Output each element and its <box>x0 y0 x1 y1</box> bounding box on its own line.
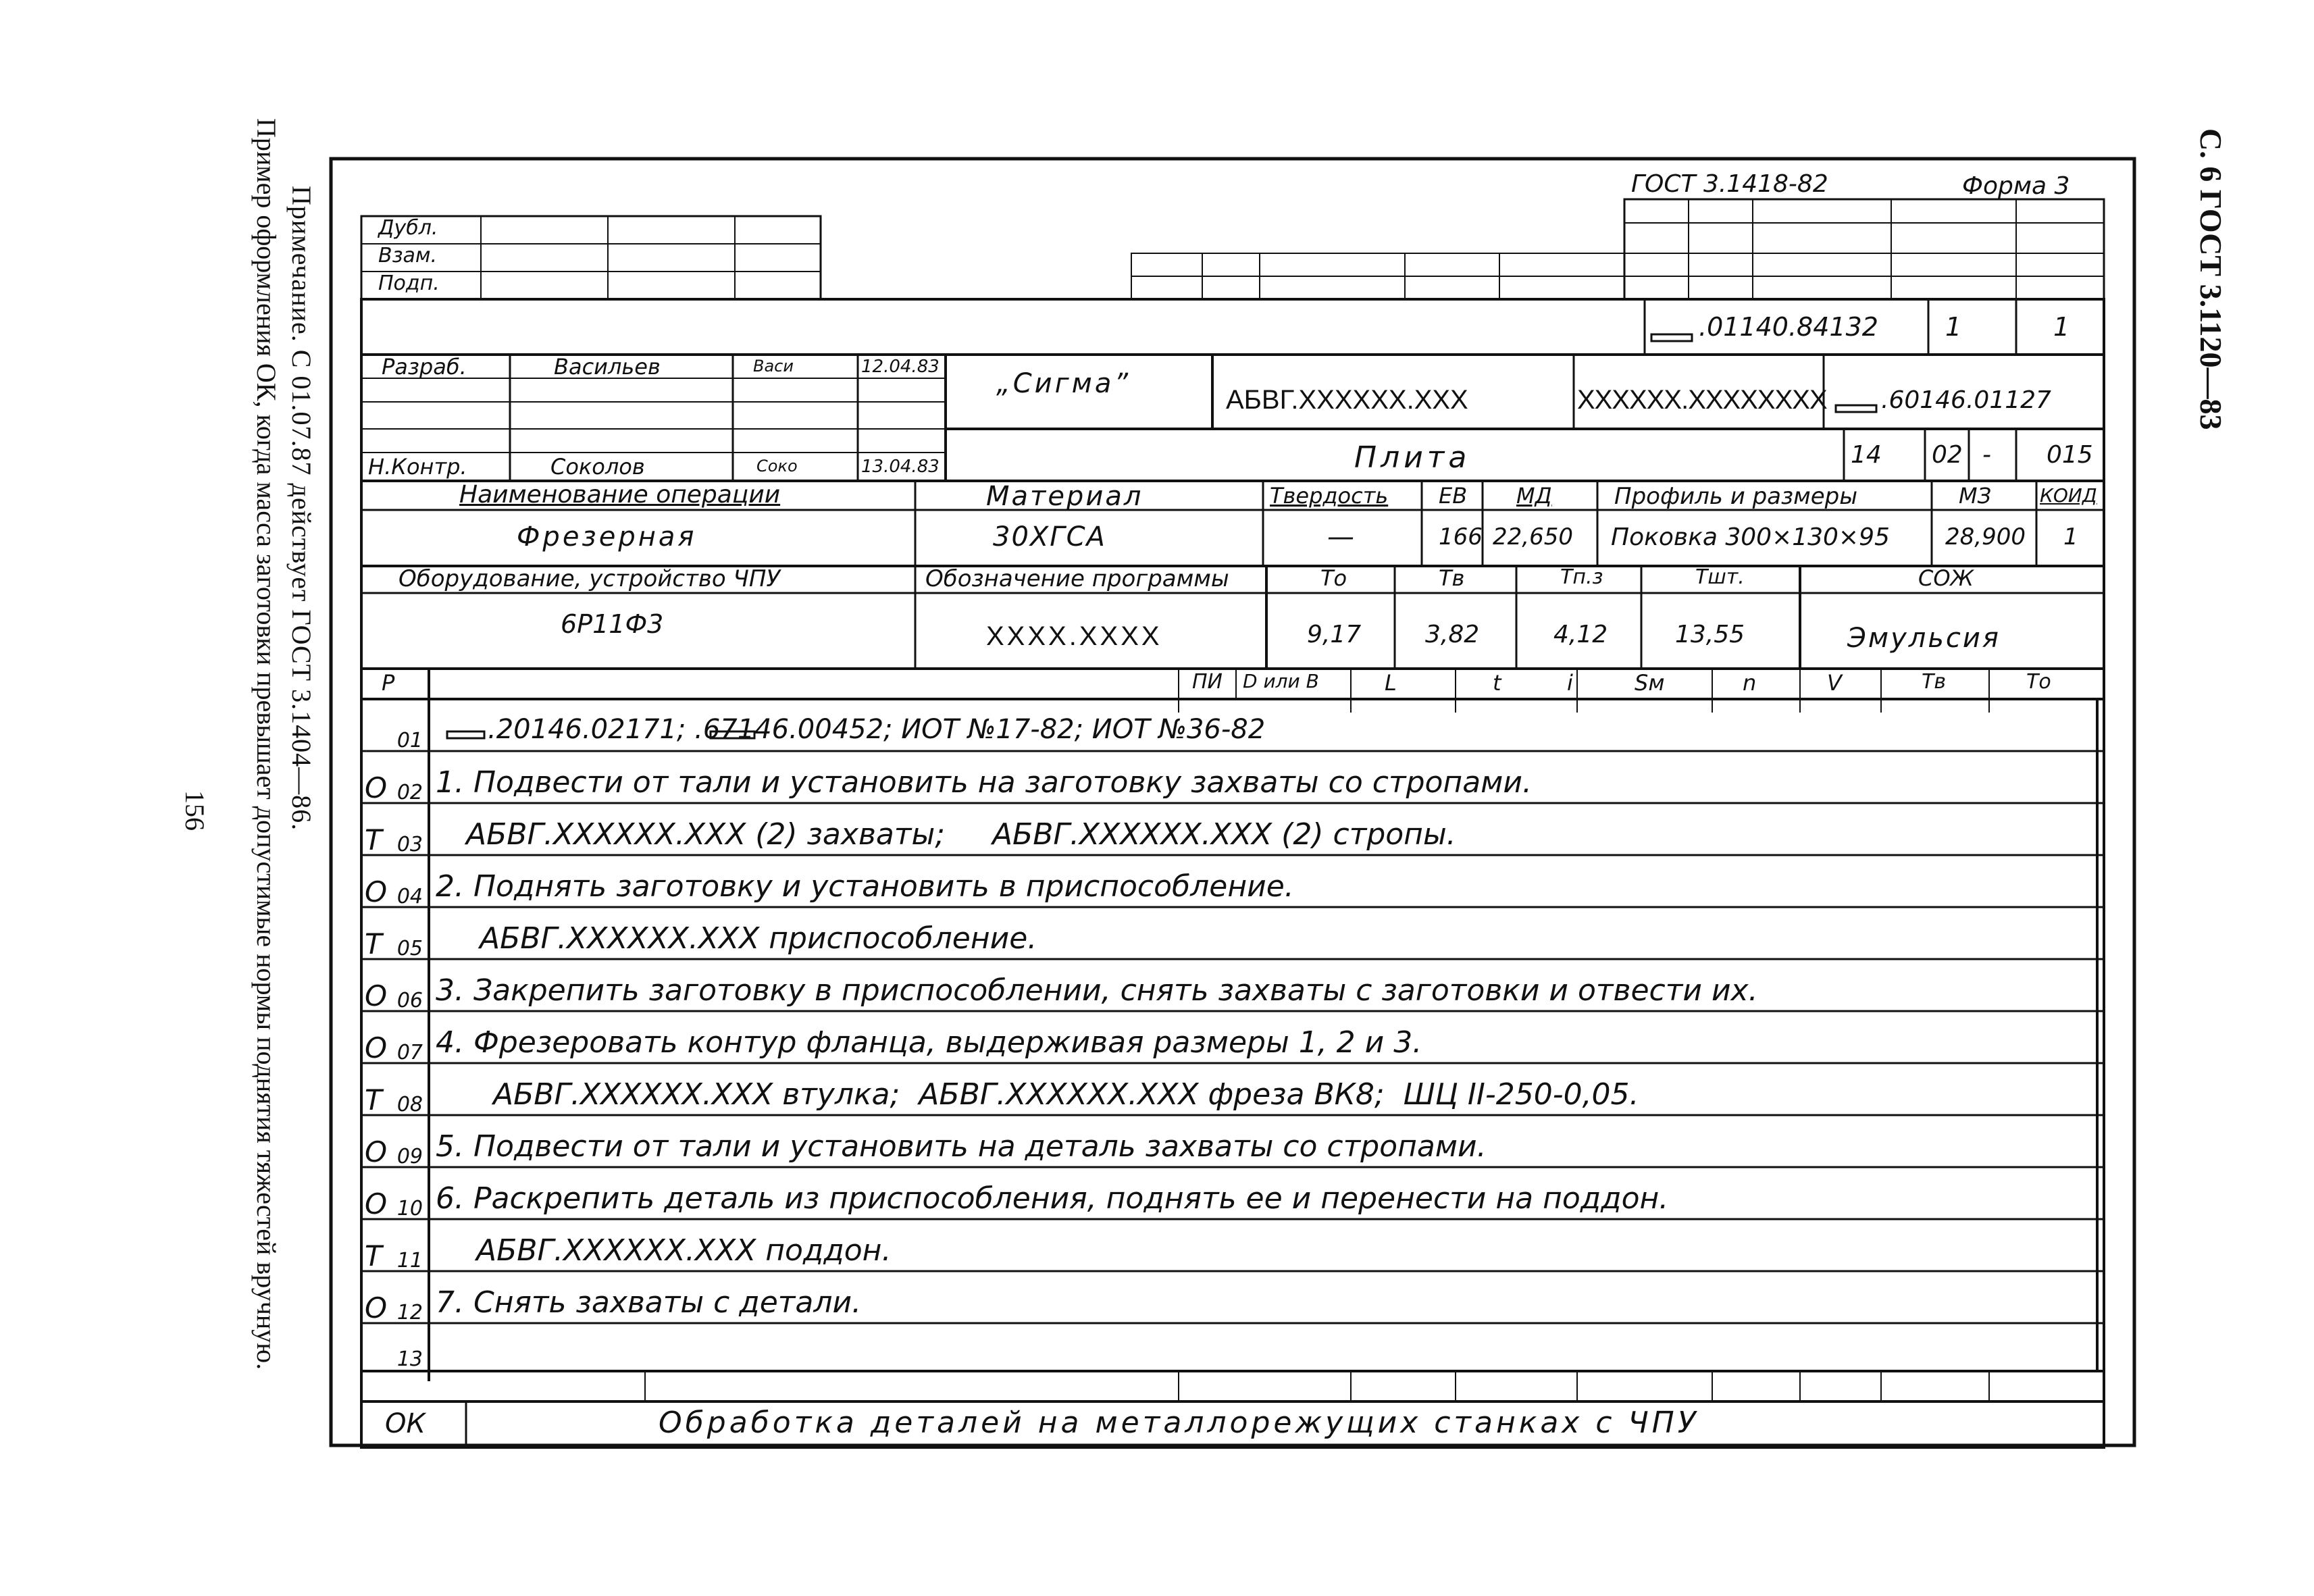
header-md: МД <box>1516 483 1552 509</box>
value-profile: Поковка 300×130×95 <box>1611 523 1890 551</box>
value-tsht: 13,55 <box>1675 621 1745 648</box>
row-text: АБВГ.XXXXXX.XXX (2) захваты; АБВГ.XXXXXX.XXX (2) стропы. <box>466 817 1456 852</box>
row-text: АБВГ.XXXXXX.XXX втулка; АБВГ.XXXXXX.XXX фреза ВК8; ШЦ II-250-0,05. <box>493 1077 1639 1112</box>
row-number: 09 <box>396 1145 423 1168</box>
stamp-vzam: Взам. <box>378 244 438 267</box>
value-koid: 1 <box>2063 523 2078 550</box>
row-text: 2. Поднять заготовку и установить в приспособление. <box>436 869 1294 904</box>
nkontr-label: Н.Контр. <box>368 454 467 480</box>
header-profile: Профиль и размеры <box>1614 483 1858 510</box>
nkontr-name: Соколов <box>550 454 645 480</box>
header-hardness: Твердость <box>1270 483 1389 509</box>
col-header-p: Р <box>382 670 395 696</box>
row-number: 12 <box>396 1301 423 1324</box>
header-to: То <box>1320 565 1347 591</box>
razrab-date: 12.04.83 <box>861 357 940 377</box>
row-code: О <box>365 979 388 1012</box>
row-code: О <box>365 1291 388 1324</box>
organization: „Сигма” <box>996 368 1131 399</box>
row-code: О <box>365 771 388 804</box>
row-code: О <box>365 875 388 908</box>
header-tpz: Тп.з <box>1560 565 1603 589</box>
row-number: 13 <box>396 1347 423 1371</box>
row-number: 02 <box>396 781 423 804</box>
page-number: 156 <box>180 790 210 831</box>
row-number: 04 <box>396 885 423 908</box>
caption-note: Примечание. С 01.07.87 действует ГОСТ 3.1404—86. <box>286 186 317 831</box>
gost-label: ГОСТ 3.1418-82 <box>1631 170 1828 198</box>
razrab-label: Разраб. <box>382 354 467 380</box>
value-tpz: 4,12 <box>1553 621 1608 648</box>
part-code-3: - <box>1982 441 1991 469</box>
row-text: .20146.02171; .67146.00452; ИОТ №17-82; ИОТ №36-82 <box>488 714 1266 745</box>
value-tv: 3,82 <box>1425 621 1480 648</box>
row-code: Т <box>365 1083 382 1116</box>
col-header-pi: ПИ <box>1192 670 1223 694</box>
col-header-sm: Sм <box>1635 670 1665 696</box>
forma-label: Форма 3 <box>1962 172 2070 200</box>
row-code: О <box>365 1135 388 1168</box>
col-header-l: L <box>1385 670 1397 696</box>
row-text: 1. Подвести от тали и установить на заготовку захваты со стропами. <box>436 765 1532 800</box>
value-ev: 166 <box>1439 523 1483 550</box>
nkontr-signature: Соко <box>756 457 798 475</box>
row-code: О <box>365 1187 388 1220</box>
stamp-dubl: Дубл. <box>378 216 438 240</box>
header-mz: МЗ <box>1959 483 1992 509</box>
value-op-name: Фрезерная <box>517 521 697 552</box>
stamp-podp: Подп. <box>378 272 440 295</box>
nkontr-date: 13.04.83 <box>861 457 940 477</box>
header-ev: ЕВ <box>1439 483 1468 509</box>
value-soj: Эмульсия <box>1847 623 2001 654</box>
value-mz: 28,900 <box>1945 523 2026 550</box>
doc-designation: АБВГ.XXXXXX.XXX <box>1226 385 1468 415</box>
razrab-name: Васильев <box>554 354 661 380</box>
header-koid: КОИД <box>2040 484 2097 507</box>
row-text: 3. Закрепить заготовку в приспособлении, снять захваты с заготовки и отвести их. <box>436 973 1758 1008</box>
row-code: Т <box>365 927 382 960</box>
sheet-number: 1 <box>1945 312 1962 342</box>
razrab-signature: Васи <box>753 357 794 376</box>
value-hardness: — <box>1327 521 1354 552</box>
col-header-i: i <box>1567 670 1573 696</box>
part-code-2: 02 <box>1932 441 1963 469</box>
footer-title: Обработка деталей на металлорежущих станках с ЧПУ <box>659 1406 1699 1440</box>
row-number: 08 <box>396 1093 423 1116</box>
value-equipment: 6Р11Ф3 <box>561 609 664 639</box>
footer-code: ОК <box>385 1408 426 1439</box>
row-text: 4. Фрезеровать контур фланца, выдерживая размеры 1, 2 и 3. <box>436 1025 1422 1060</box>
row-number: 05 <box>396 937 423 960</box>
row-number: 06 <box>396 989 423 1012</box>
col-header-n: n <box>1743 670 1757 696</box>
row-text: АБВГ.XXXXXX.XXX поддон. <box>476 1233 892 1268</box>
row-number: 07 <box>396 1041 423 1064</box>
col-header-to: То <box>2026 670 2051 694</box>
part-code-1: 14 <box>1851 441 1882 469</box>
header-program: Обозначение программы <box>925 565 1229 592</box>
value-md: 22,650 <box>1493 523 1573 550</box>
value-program: XXXX.XXXX <box>986 621 1162 651</box>
caption-example: Пример оформления ОК, когда масса заготовки превышает допустимые нормы поднятия тяжестей вручную. <box>251 118 282 1370</box>
part-code-4: 015 <box>2047 441 2093 469</box>
row-text: 7. Снять захваты с детали. <box>436 1285 862 1320</box>
row-number: 03 <box>396 833 423 856</box>
col-header-tv: Тв <box>1922 670 1947 694</box>
col-header-t: t <box>1493 670 1501 696</box>
row-text: 5. Подвести от тали и установить на деталь захваты со стропами. <box>436 1129 1487 1164</box>
part-name: Плита <box>1354 440 1471 475</box>
col-header-d: D или В <box>1243 670 1319 692</box>
header-tv: Тв <box>1439 565 1465 591</box>
header-soj: СОЖ <box>1918 565 1974 591</box>
doc-code-1: .01140.84132 <box>1699 312 1878 342</box>
page-header: С. 6 ГОСТ 3.1120—83 <box>2194 128 2228 430</box>
col-header-v: V <box>1827 670 1842 696</box>
row-number: 10 <box>396 1197 423 1220</box>
value-material: 30ХГСА <box>993 521 1106 552</box>
header-op-name: Наименование операции <box>459 481 781 509</box>
row-text: 6. Раскрепить деталь из приспособления, поднять ее и перенести на поддон. <box>436 1181 1669 1216</box>
doc-code-2: .60146.01127 <box>1881 386 2051 414</box>
header-equipment: Оборудование, устройство ЧПУ <box>398 565 781 592</box>
header-tsht: Тшт. <box>1695 565 1745 589</box>
row-code: Т <box>365 823 382 856</box>
row-number: 11 <box>396 1249 423 1272</box>
row-number: 01 <box>396 729 423 752</box>
row-text: АБВГ.XXXXXX.XXX приспособление. <box>480 921 1037 956</box>
row-code: Т <box>365 1239 382 1272</box>
row-code: О <box>365 1031 388 1064</box>
doc-code-x: XXXXXX.XXXXXXXX <box>1577 385 1827 415</box>
header-material: Материал <box>986 481 1143 512</box>
value-to: 9,17 <box>1307 621 1362 648</box>
sheet-total: 1 <box>2053 312 2070 342</box>
